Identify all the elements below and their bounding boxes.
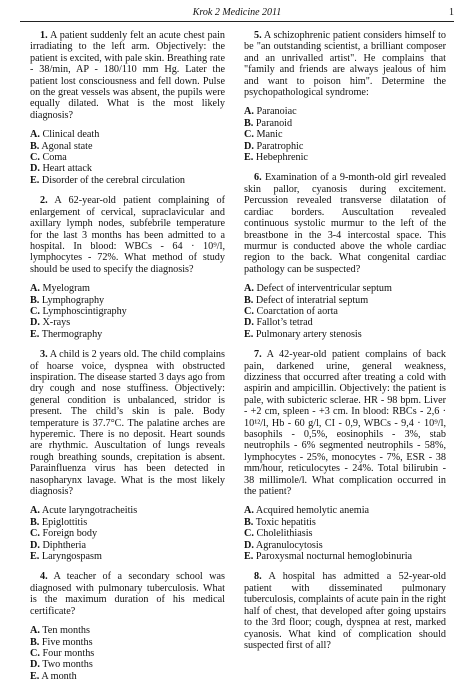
page-header [20, 7, 454, 22]
answer-option: C. Manic [244, 129, 283, 141]
question-text: A teacher of a secondary school was diagnosed with pulmonary tuberculosis. What is the maximum duration of his medical certificate? [30, 571, 226, 617]
answer-option: E. A month [30, 670, 77, 682]
answer-option: C. Cholelithiasis [244, 528, 313, 540]
question-text: A 62-year-old patient complaining of enlargement of cervical, supraclavicular and axillary lymph nodes, subfebrile temperature for the last 3 months has been admitted to a hospital. In blood: WBCs - 64 · 10⁹/l, lymphocytes - 72%. What method of study should be used to specify the diagnosis? [30, 195, 226, 275]
right-column [244, 30, 446, 660]
answer-option: E. Pulmonary artery stenosis [244, 328, 362, 340]
answer-option: B. Five months [30, 636, 93, 648]
answer-option: B. Epiglottitis [30, 516, 88, 528]
question-text: A schizophrenic patient considers himself to be "an outstanding scientist, a brilliant composer and an unrivalled artist". He complains that "family and friends are always jealous of him and want to poison him". Determine the psychopathological syndrome: [244, 30, 446, 99]
question-text: A hospital has admitted a 52-year-old patient with disseminated pulmonary tuberculosis, complaints of acute pain in the right half of chest, that developed after going upstairs to the 3rd floor; cough, dyspnea at rest, marked cyanosis. What kind of complication should suspected first of all? [244, 571, 446, 651]
answer-option: D. Fallot’s tetrad [244, 317, 313, 329]
answer-option: D. Diphtheria [30, 539, 87, 551]
question-number: 5. [254, 30, 262, 41]
question-number: 4. [40, 571, 48, 583]
answer-option: B. Agonal state [30, 140, 93, 152]
answer-option: C. Coma [30, 152, 67, 164]
answer-option: E. Paroxysmal nocturnal hemoglobinuria [244, 551, 413, 563]
question-8 [244, 571, 446, 651]
question-number: 3. [40, 349, 48, 361]
answer-option: E. Disorder of the cerebral circulation [30, 174, 186, 186]
answer-option: D. Two months [30, 659, 93, 671]
answer-options [244, 283, 446, 340]
answer-options [30, 505, 225, 562]
page-number: 1 [449, 7, 454, 18]
answer-options [244, 106, 446, 163]
answer-option: C. Four months [30, 647, 95, 659]
answer-option: A. Acquired hemolytic anemia [244, 505, 370, 517]
question-text: A child is 2 years old. The child complains of hoarse voice, dyspnea with obstructed inspiration. The disease started 3 days ago from dry cough and nose stuffiness. Objectively: general condition is unbalanced, stridor is present. The child’s skin is pale. Body temperature is 37.7°C. The palatine arches are hyperemic. There is no deposit. Heart sounds are rhythmic. Auscultation of lungs reveals rough breathing sounds, crepitation is absent. Parainfluenza virus has been detected in nasopharynx lavage. What is the most likely diagnosis? [30, 349, 225, 498]
question-6 [244, 172, 446, 340]
left-column [30, 30, 225, 691]
answer-option: B. Paranoid [244, 117, 293, 129]
answer-option: D. Heart attack [30, 163, 92, 175]
answer-option: D. Paratrophic [244, 140, 304, 152]
answer-option: C. Foreign body [30, 528, 98, 540]
question-2 [30, 195, 225, 340]
answer-option: A. Defect of interventricular septum [244, 283, 392, 295]
answer-option: C. Coarctation of aorta [244, 305, 338, 317]
answer-option: A. Clinical death [30, 129, 100, 141]
question-number: 7. [254, 349, 262, 361]
question-number: 8. [254, 571, 262, 583]
question-4 [30, 571, 225, 682]
answer-option: D. Agranulocytosis [244, 539, 323, 551]
question-number: 2. [40, 195, 48, 207]
answer-option: B. Lymphography [30, 294, 105, 306]
answer-option: A. Acute laryngotracheitis [30, 505, 138, 517]
answer-option: E. Laryngospasm [30, 551, 102, 563]
answer-options [30, 283, 225, 340]
answer-option: A. Paranoiac [244, 106, 297, 118]
answer-option: C. Lymphoscintigraphy [30, 305, 127, 317]
header-title: Krok 2 Medicine 2011 [192, 7, 282, 18]
question-5 [244, 30, 446, 163]
answer-options [30, 625, 225, 682]
answer-option: B. Toxic hepatitis [244, 516, 316, 528]
question-1 [30, 30, 225, 186]
answer-option: A. Myelogram [30, 283, 90, 295]
answer-option: E. Hebephrenic [244, 152, 308, 164]
question-number: 1. [40, 30, 48, 41]
answer-option: B. Defect of interatrial septum [244, 294, 369, 306]
answer-options [244, 505, 446, 562]
question-7 [244, 349, 446, 562]
question-text: A 42-year-old patient complains of back pain, darkened urine, general weakness, dizziness that occurred after treating a cold with aspirin and ampicillin. Objectively: the patient is pale, with subicteric sclerae. HR - 98 bpm. Liver - +2 cm, spleen - +3 cm. In blood: RBCs - 2,6 · 10¹²/l, Hb - 60 g/l, CI - 0,9, WBCs - 9,4 · 10⁹/l, basophils - 0,5%, eosinophils - 3%, stab neutrophils - 6% segmented neutrophils - 58%, lymphocytes - 25%, monocytes - 7%, ESR - 38 mm/hour, reticulocytes - 24%. Total bilirubin - 38 millimole/l. What complication occurred in the patient? [244, 349, 446, 498]
answer-option: D. X-rays [30, 317, 71, 329]
question-text: Examination of a 9-month-old girl revealed skin pallor, cyanosis during excitement. Percussion revealed transverse dilatation of cardiac borders. Auscultation revealed continuous systolic murmur to the left of the breastbone in the 3-4 intercostal space. This murmur is conducted above the whole cardiac region to the back. What congenital cardiac pathology can be suspected? [244, 172, 446, 275]
answer-options [30, 129, 225, 186]
answer-option: E. Thermography [30, 328, 103, 340]
question-text: A patient suddenly felt an acute chest pain irradiating to the left arm. Objectively: the patient is excited, with pale skin. Breathing rate - 38/min, AP - 180/110 mm Hg. Later the patient lost consciousness and fell down. Pulse on the great vessels was absent, the pupils were equally dilated. What is the most likely diagnosis? [30, 30, 225, 121]
question-3 [30, 349, 225, 562]
question-number: 6. [254, 172, 262, 184]
answer-option: A. Ten months [30, 625, 90, 637]
